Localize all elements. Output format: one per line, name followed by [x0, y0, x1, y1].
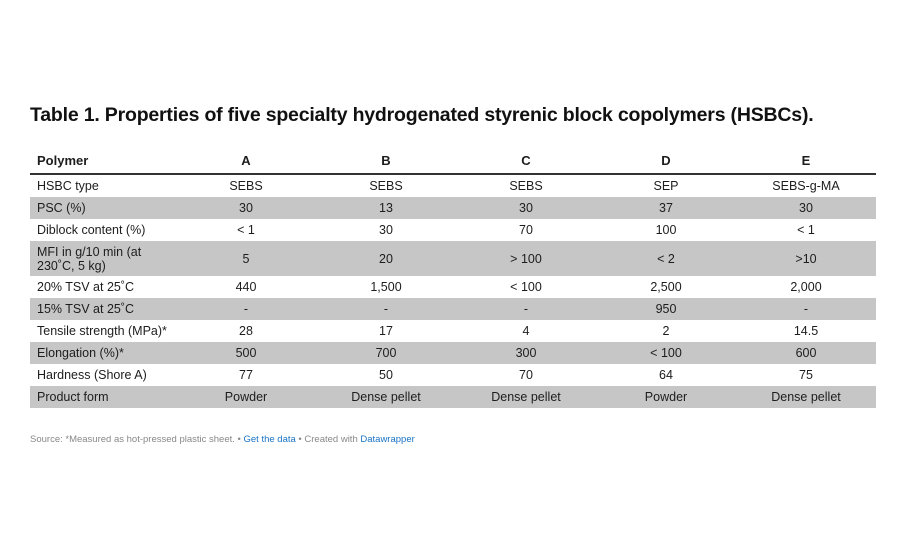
table-cell: >10: [736, 241, 876, 276]
table-cell: -: [736, 298, 876, 320]
source-footer: [30, 434, 415, 445]
table-row: [30, 298, 876, 320]
table-row: [30, 241, 876, 276]
table-cell: Powder: [596, 386, 736, 408]
source-note: Source: *Measured as hot-pressed plastic sheet.: [30, 434, 235, 445]
table-cell: < 2: [596, 241, 736, 276]
table-cell: < 100: [596, 342, 736, 364]
header-row: [30, 147, 876, 174]
row-label: PSC (%): [30, 197, 176, 219]
table-cell: SEBS: [509, 179, 543, 193]
table-cell: SEBS-g-MA: [772, 179, 840, 193]
separator: •: [234, 434, 244, 445]
table-cell: 600: [736, 342, 876, 364]
column-header-e: E: [736, 147, 876, 174]
row-label: Product form: [30, 386, 176, 408]
properties-table: [30, 147, 876, 408]
table-cell: SEBS: [369, 179, 403, 193]
table-cell: 70: [519, 368, 533, 382]
table-cell: 75: [799, 368, 813, 382]
table-cell: 64: [659, 368, 673, 382]
table-cell: 14.5: [793, 324, 819, 338]
table-cell: 100: [655, 223, 677, 237]
table-cell: 1,500: [370, 280, 402, 294]
column-header-a: A: [176, 147, 316, 174]
table-cell: Dense pellet: [316, 386, 456, 408]
table-row: [30, 320, 876, 342]
table-cell: 700: [316, 342, 456, 364]
table-cell: 300: [456, 342, 596, 364]
table-cell: SEBS: [229, 179, 263, 193]
table-row: [30, 342, 876, 364]
table-cell: 30: [456, 197, 596, 219]
table-cell: -: [456, 298, 596, 320]
table-cell: Powder: [176, 386, 316, 408]
table-row: [30, 386, 876, 408]
table-cell: < 1: [237, 223, 255, 237]
table-cell: 17: [379, 324, 393, 338]
table-cell: 2,500: [650, 280, 682, 294]
row-label: Tensile strength (MPa)*: [37, 324, 167, 338]
table-cell: 20: [316, 241, 456, 276]
table-cell: Dense pellet: [456, 386, 596, 408]
table-cell: 37: [596, 197, 736, 219]
column-header-polymer: Polymer: [30, 147, 176, 174]
row-label: HSBC type: [37, 179, 99, 193]
row-label: 20% TSV at 25˚C: [37, 280, 135, 294]
table-cell: 5: [176, 241, 316, 276]
table-cell: < 1: [797, 223, 815, 237]
column-header-c: C: [456, 147, 596, 174]
table-cell: > 100: [456, 241, 596, 276]
table-cell: 2: [662, 324, 670, 338]
table-cell: < 100: [510, 280, 542, 294]
row-label: Diblock content (%): [37, 223, 146, 237]
table-cell: -: [176, 298, 316, 320]
row-label: MFI in g/10 min (at 230˚C, 5 kg): [30, 241, 176, 276]
table-row: [30, 174, 876, 197]
table-cell: 30: [176, 197, 316, 219]
table-cell: -: [316, 298, 456, 320]
table-cell: 2,000: [790, 280, 822, 294]
table-cell: 440: [235, 280, 257, 294]
row-label: Hardness (Shore A): [37, 368, 147, 382]
column-header-d: D: [596, 147, 736, 174]
table-title: Table 1. Properties of five specialty hydrogenated styrenic block copolymers (HSBCs).: [30, 104, 814, 126]
table-cell: 500: [176, 342, 316, 364]
datawrapper-link[interactable]: Datawrapper: [360, 434, 415, 445]
table-cell: 70: [519, 223, 533, 237]
get-the-data-link[interactable]: Get the data: [243, 434, 296, 445]
table-row: [30, 364, 876, 386]
table-cell: Dense pellet: [736, 386, 876, 408]
table-cell: 950: [596, 298, 736, 320]
table-cell: 4: [522, 324, 530, 338]
row-label: 15% TSV at 25˚C: [30, 298, 176, 320]
table-row: [30, 197, 876, 219]
table-cell: 77: [239, 368, 253, 382]
column-header-b: B: [316, 147, 456, 174]
table-row: [30, 276, 876, 298]
table-cell: SEP: [653, 179, 679, 193]
row-label: Elongation (%)*: [30, 342, 176, 364]
table-cell: 13: [316, 197, 456, 219]
table-cell: 50: [379, 368, 393, 382]
table-cell: 28: [239, 324, 253, 338]
table-cell: 30: [736, 197, 876, 219]
created-with-text: • Created with: [295, 434, 361, 445]
table-row: [30, 219, 876, 241]
table-cell: 30: [379, 223, 393, 237]
